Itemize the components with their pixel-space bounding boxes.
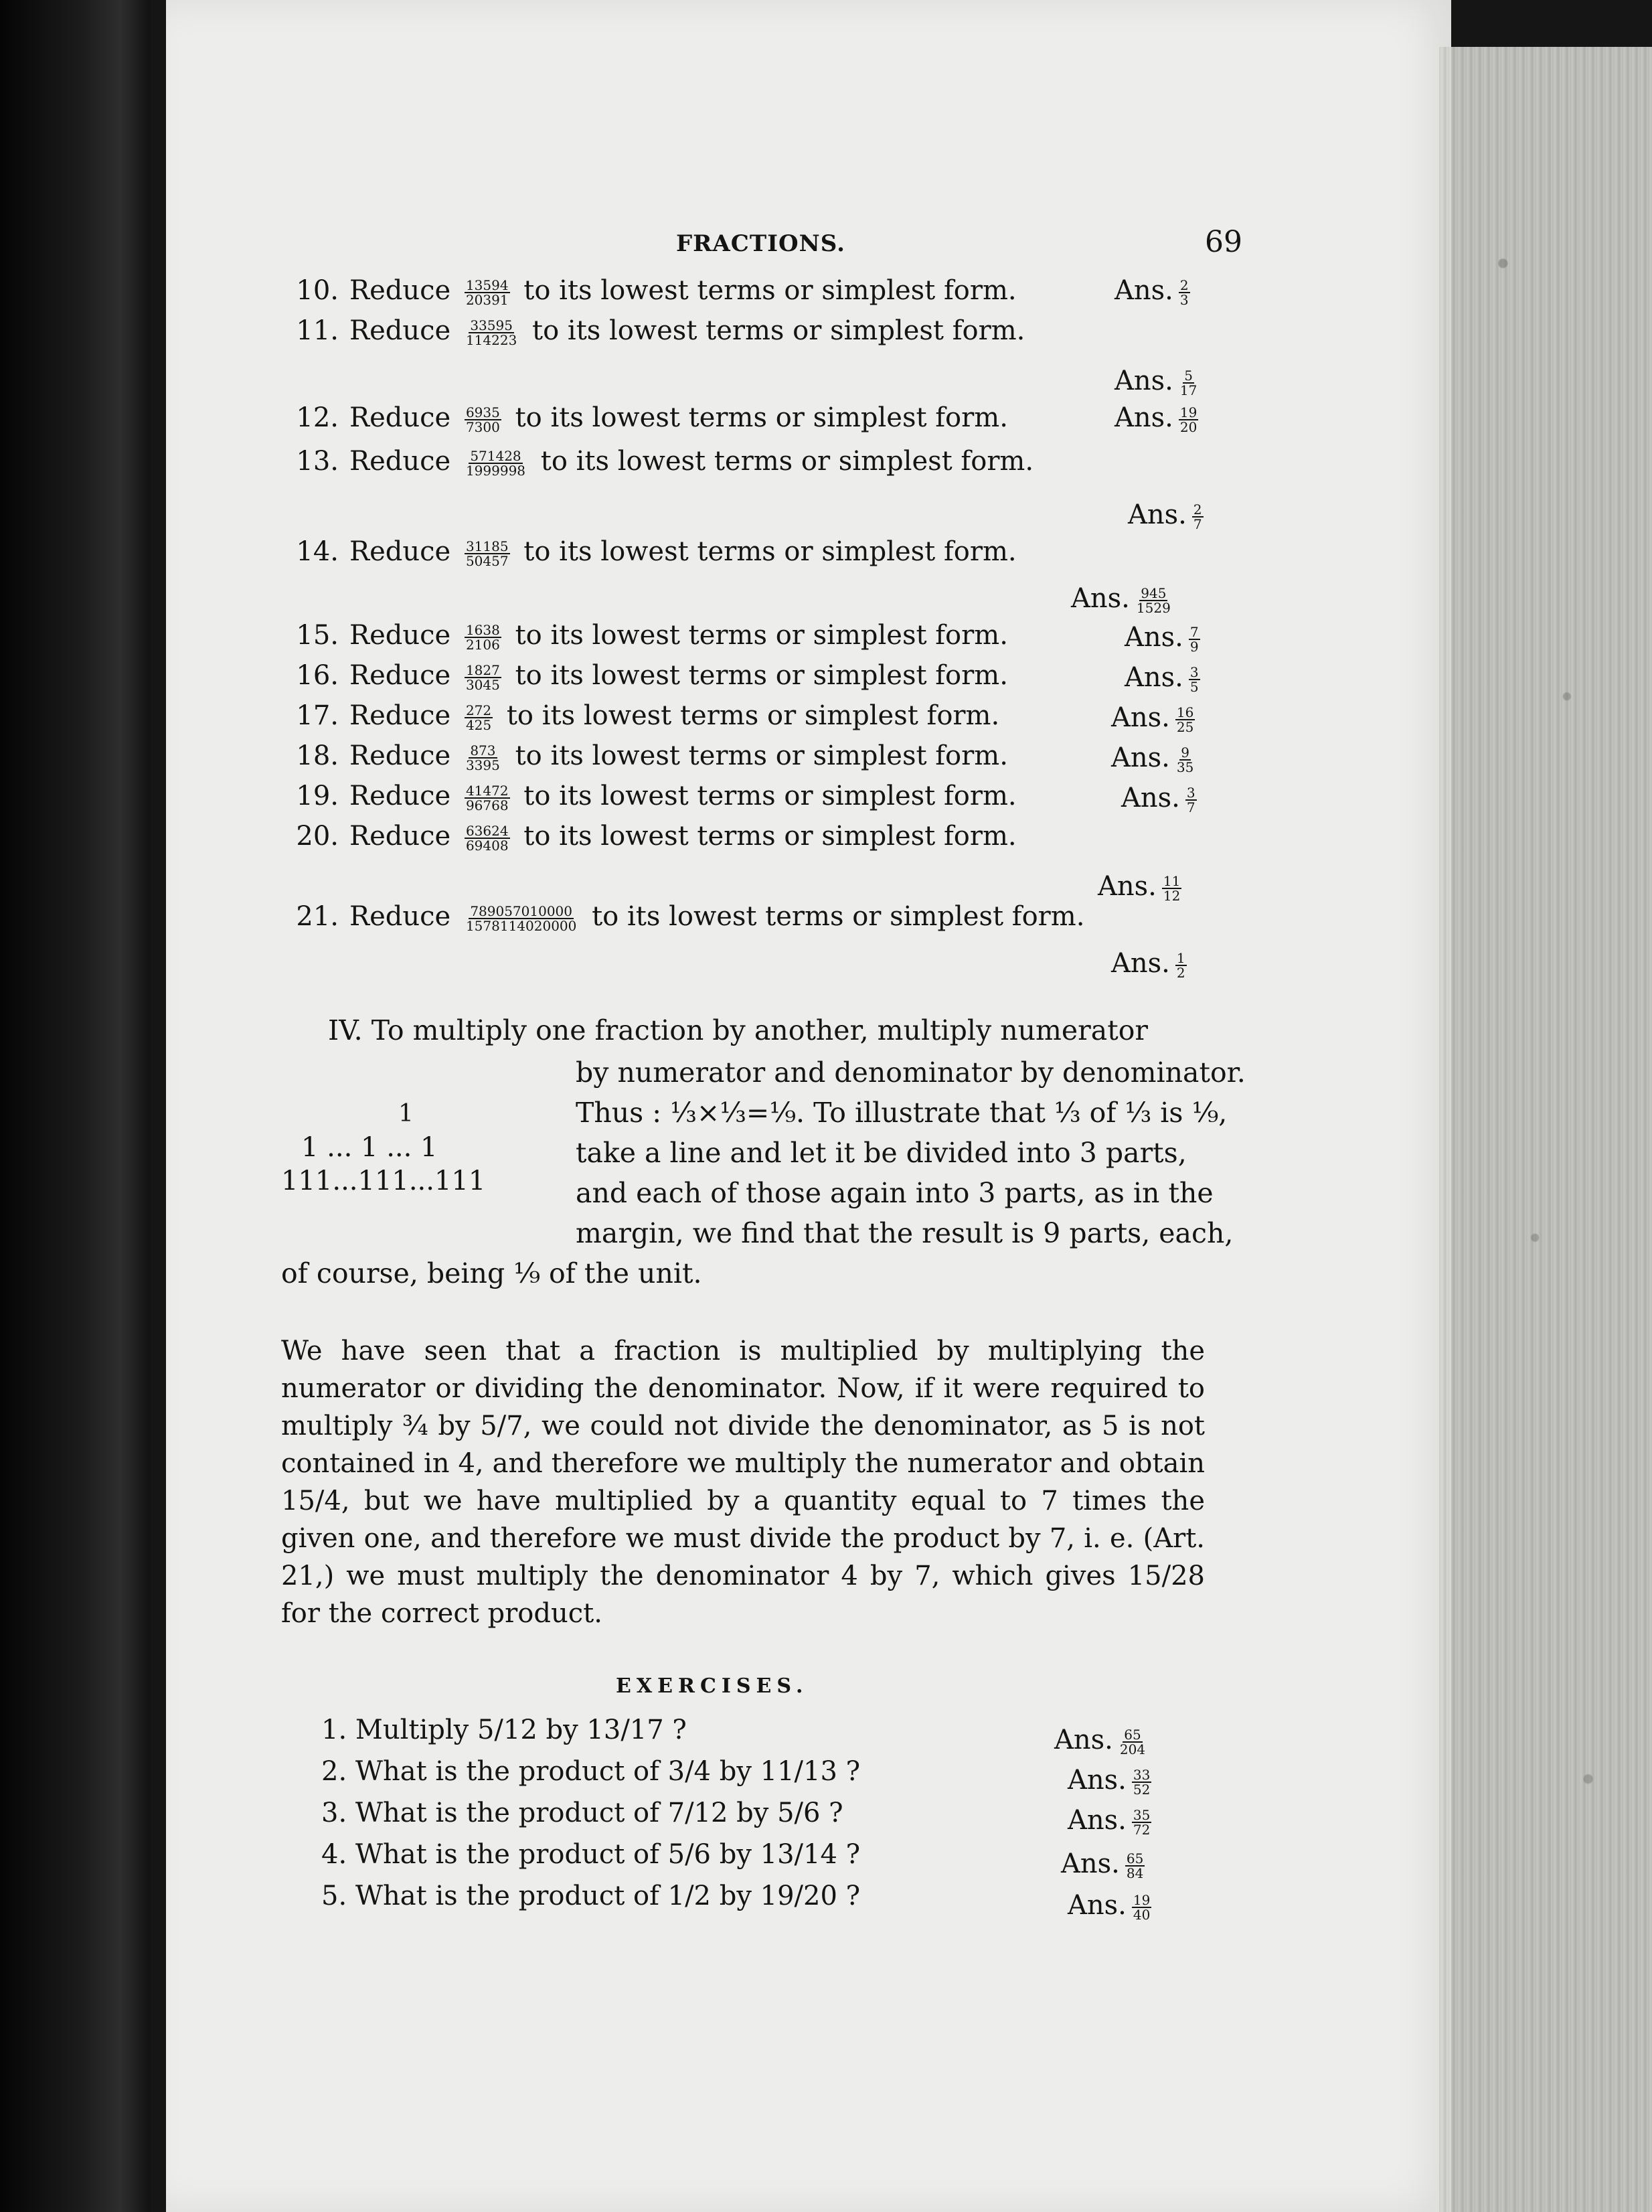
explanation-paragraph: We have seen that a fraction is multiplied by multiplying the numerator or dividing the denominator. Now, if it were required to multiply ¾ by 5/7, we could not divide the denominator, as 5 is not contained in 4, and therefore we multiply the numerator and obtain 15/4, but we have multiplied by a quantity equal to 7 times the given one, and therefore we must divide the product by 7, i. e. (Art. 21,) we must multiply the denominator 4 by 7, which gives 15/28 for the correct product.: [281, 1336, 1205, 1629]
multiply-answer-4: Ans. $\frac{65}{84}$: [1061, 1848, 1144, 1881]
running-header: FRACTIONS.: [676, 230, 845, 257]
answer-21: Ans. $\frac{1}{2}$: [1111, 948, 1185, 981]
answer-19: Ans. $\frac{3}{7}$: [1121, 783, 1195, 815]
answer-10: Ans. $\frac{2}{3}$: [1114, 275, 1189, 308]
exercise-18: 18. Reduce $\frac{873}{3395}$ to its lowest terms or simplest form.: [296, 740, 1008, 773]
multiply-exercise-1: 1. Multiply 5/12 by 13/17 ?: [321, 1715, 687, 1745]
exercises-heading: EXERCISES.: [616, 1674, 809, 1698]
margin-diagram-mid: 1 ... 1 ... 1: [301, 1132, 438, 1163]
exercise-13: 13. Reduce $\frac{571428}{1999998}$ to its lowest terms or simplest form.: [296, 446, 1034, 479]
section-iv-line-1: IV. To multiply one fraction by another, multiply numerator: [328, 1014, 1148, 1046]
exercise-11: 11. Reduce $\frac{33595}{114223}$ to its lowest terms or simplest form.: [296, 315, 1025, 348]
section-iv-line-6: margin, we find that the result is 9 parts, each,: [576, 1217, 1234, 1249]
multiply-exercise-5: 5. What is the product of 1/2 by 19/20 ?: [321, 1881, 861, 1911]
exercise-17: 17. Reduce $\frac{272}{425}$ to its lowest terms or simplest form.: [296, 700, 1000, 733]
answer-20: Ans. $\frac{11}{12}$: [1098, 871, 1181, 904]
answer-15: Ans. $\frac{7}{9}$: [1125, 622, 1199, 655]
section-iv-line-7: of course, being ⅑ of the unit.: [281, 1257, 702, 1289]
multiply-answer-3: Ans. $\frac{35}{72}$: [1068, 1805, 1151, 1838]
page-number: 69: [1205, 225, 1242, 259]
exercise-21: 21. Reduce $\frac{789057010000}{1578114020000}$ to its lowest terms or simplest form.: [296, 901, 1085, 934]
multiply-answer-1: Ans. $\frac{65}{204}$: [1054, 1725, 1146, 1757]
multiply-exercise-2: 2. What is the product of 3/4 by 11/13 ?: [321, 1756, 861, 1787]
multiply-exercise-4: 4. What is the product of 5/6 by 13/14 ?: [321, 1839, 861, 1870]
multiply-answer-2: Ans. $\frac{33}{52}$: [1068, 1765, 1151, 1798]
exercise-16: 16. Reduce $\frac{1827}{3045}$ to its lowest terms or simplest form.: [296, 660, 1008, 693]
answer-18: Ans. $\frac{9}{35}$: [1111, 742, 1194, 775]
answer-16: Ans. $\frac{3}{5}$: [1125, 662, 1199, 695]
section-iv-line-4: take a line and let it be divided into 3 parts,: [576, 1137, 1187, 1169]
exercise-12: 12. Reduce $\frac{6935}{7300}$ to its lowest terms or simplest form.: [296, 402, 1008, 435]
section-iv-line-2: by numerator and denominator by denominator.: [576, 1056, 1246, 1089]
section-iv-line-5: and each of those again into 3 parts, as in the: [576, 1177, 1214, 1209]
section-iv-line-3: Thus : ⅓×⅓=⅑. To illustrate that ⅓ of ⅓ is ⅑,: [576, 1097, 1228, 1129]
fraction: $\frac{13594}{20391}$: [465, 277, 509, 308]
margin-diagram-top: 1: [398, 1100, 414, 1127]
exercise-10: 10. Reduce $\frac{13594}{20391}$ to its lowest terms or simplest form.: [296, 275, 1017, 308]
margin-diagram-bottom: 111...111...111: [281, 1166, 486, 1196]
exercise-20: 20. Reduce $\frac{63624}{69408}$ to its lowest terms or simplest form.: [296, 821, 1017, 854]
answer-17: Ans. $\frac{16}{25}$: [1111, 702, 1194, 735]
answer-14: Ans. $\frac{945}{1529}$: [1071, 583, 1171, 616]
exercise-14: 14. Reduce $\frac{31185}{50457}$ to its lowest terms or simplest form.: [296, 536, 1017, 569]
multiply-exercise-3: 3. What is the product of 7/12 by 5/6 ?: [321, 1798, 843, 1828]
exercise-19: 19. Reduce $\frac{41472}{96768}$ to its lowest terms or simplest form.: [296, 781, 1017, 813]
exercise-15: 15. Reduce $\frac{1638}{2106}$ to its lowest terms or simplest form.: [296, 620, 1008, 653]
answer-13: Ans. $\frac{2}{7}$: [1128, 499, 1202, 532]
answer-11: Ans. $\frac{5}{17}$: [1114, 366, 1197, 398]
multiply-answer-5: Ans. $\frac{19}{40}$: [1068, 1890, 1151, 1923]
answer-12: Ans. $\frac{19}{20}$: [1114, 402, 1197, 435]
